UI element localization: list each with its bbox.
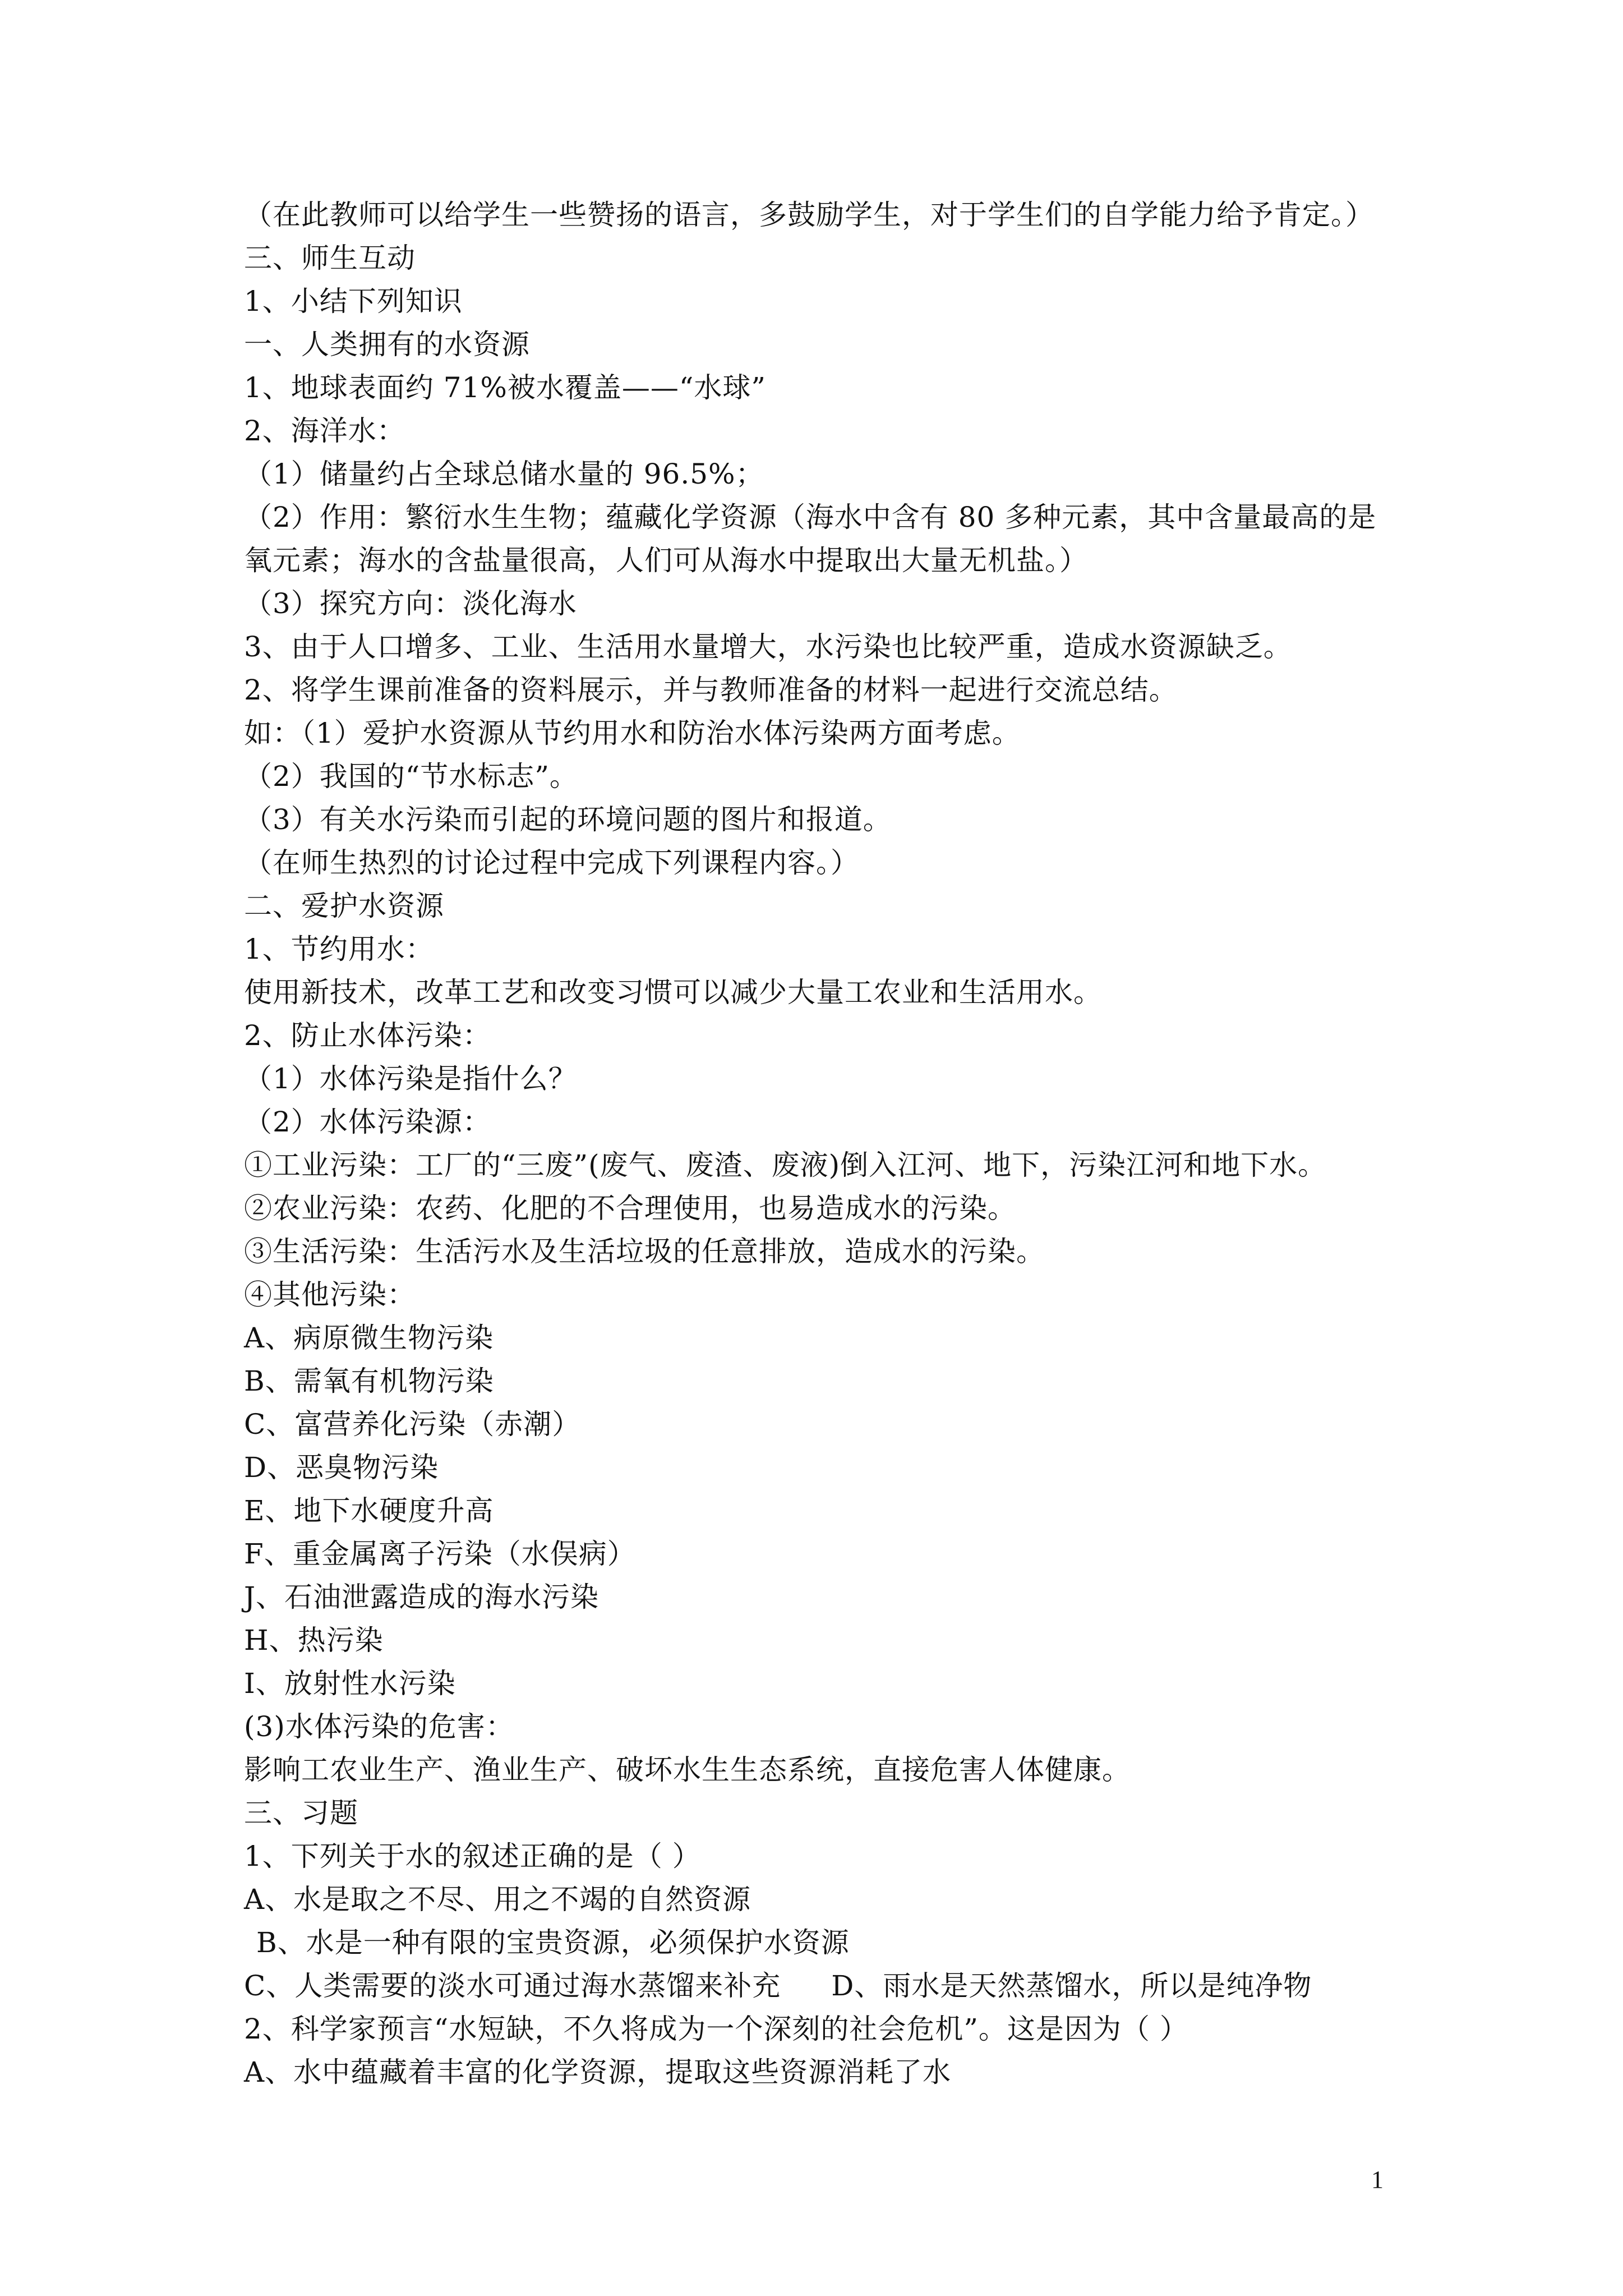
- text-line: 3、由于人口增多、工业、生活用水量增大，水污染也比较严重，造成水资源缺乏。: [244, 631, 1292, 663]
- text-line: ①工业污染：工厂的“三废”(废气、废渣、废液)倒入江河、地下，污染江河和地下水。: [244, 1149, 1327, 1181]
- text-line: 1、小结下列知识: [244, 285, 463, 318]
- text-line: 影响工农业生产、渔业生产、破坏水生生态系统，直接危害人体健康。: [244, 1754, 1131, 1786]
- list-item: A、病原微生物污染: [244, 1322, 494, 1354]
- text-line: (3)水体污染的危害：: [244, 1710, 514, 1743]
- list-item: B、需氧有机物污染: [244, 1365, 494, 1397]
- text-line: （3）有关水污染而引起的环境问题的图片和报道。: [244, 803, 892, 836]
- text-line: （1）水体污染是指什么？: [244, 1062, 577, 1095]
- text-line: （在师生热烈的讨论过程中完成下列课程内容。）: [244, 846, 859, 879]
- text-line: （2）作用：繁衍水生生物；蕴藏化学资源（海水中含有 80 多种元素，其中含量最高的是: [244, 501, 1377, 533]
- text-line: 2、海洋水：: [244, 415, 405, 447]
- text-line: （在此教师可以给学生一些赞扬的语言，多鼓励学生，对于学生们的自学能力给予肯定。）: [244, 199, 1374, 231]
- answer-option: D、雨水是天然蒸馏水，所以是纯净物: [831, 1970, 1312, 2002]
- page-number: 1: [1371, 2166, 1384, 2193]
- document-body: [244, 194, 1394, 2094]
- text-line: （2）水体污染源：: [244, 1106, 491, 1138]
- text-line: （2）我国的“节水标志”。: [244, 760, 578, 793]
- list-item: I、放射性水污染: [244, 1667, 456, 1700]
- text-line: 1、地球表面约 71%被水覆盖——“水球”: [244, 371, 766, 404]
- question-text: 2、科学家预言“水短缺，不久将成为一个深刻的社会危机”。这是因为（ ）: [244, 2013, 1188, 2045]
- answer-option: C、人类需要的淡水可通过海水蒸馏来补充: [244, 1970, 781, 2002]
- text-line: 1、节约用水：: [244, 933, 434, 965]
- list-item: F、重金属离子污染（水俣病）: [244, 1538, 636, 1570]
- text-line: （3）探究方向：淡化海水: [244, 587, 577, 620]
- answer-option: A、水中蕴藏着丰富的化学资源，提取这些资源消耗了水: [244, 2056, 952, 2088]
- text-line: 使用新技术，改革工艺和改变习惯可以减少大量工农业和生活用水。: [244, 976, 1102, 1009]
- answer-option-row: [244, 1964, 1394, 2008]
- text-line: 氧元素；海水的含盐量很高，人们可从海水中提取出大量无机盐。）: [244, 544, 1088, 577]
- section-heading: 一、人类拥有的水资源: [244, 328, 530, 361]
- list-item: E、地下水硬度升高: [244, 1494, 494, 1527]
- text-line: ④其他污染：: [244, 1278, 416, 1311]
- text-line: 2、防止水体污染：: [244, 1019, 491, 1052]
- list-item: J、石油泄露造成的海水污染: [244, 1581, 600, 1613]
- section-heading: 二、爱护水资源: [244, 890, 444, 922]
- section-heading: 三、习题: [244, 1797, 358, 1829]
- list-item: D、恶臭物污染: [244, 1451, 439, 1484]
- text-line: 如：（1）爱护水资源从节约用水和防治水体污染两方面考虑。: [244, 717, 1021, 749]
- question-text: 1、下列关于水的叙述正确的是（ ）: [244, 1840, 701, 1872]
- answer-option: B、水是一种有限的宝贵资源，必须保护水资源: [256, 1926, 850, 1959]
- answer-option: A、水是取之不尽、用之不竭的自然资源: [244, 1883, 751, 1916]
- text-line: ③生活污染：生活污水及生活垃圾的任意排放，造成水的污染。: [244, 1235, 1045, 1268]
- list-item: C、富营养化污染（赤潮）: [244, 1408, 581, 1441]
- text-line: 2、将学生课前准备的资料展示，并与教师准备的材料一起进行交流总结。: [244, 674, 1178, 706]
- section-heading: 三、师生互动: [244, 242, 416, 274]
- list-item: H、热污染: [244, 1624, 384, 1657]
- text-line: （1）储量约占全球总储水量的 96.5%；: [244, 458, 764, 490]
- text-line: ②农业污染：农药、化肥的不合理使用，也易造成水的污染。: [244, 1192, 1016, 1225]
